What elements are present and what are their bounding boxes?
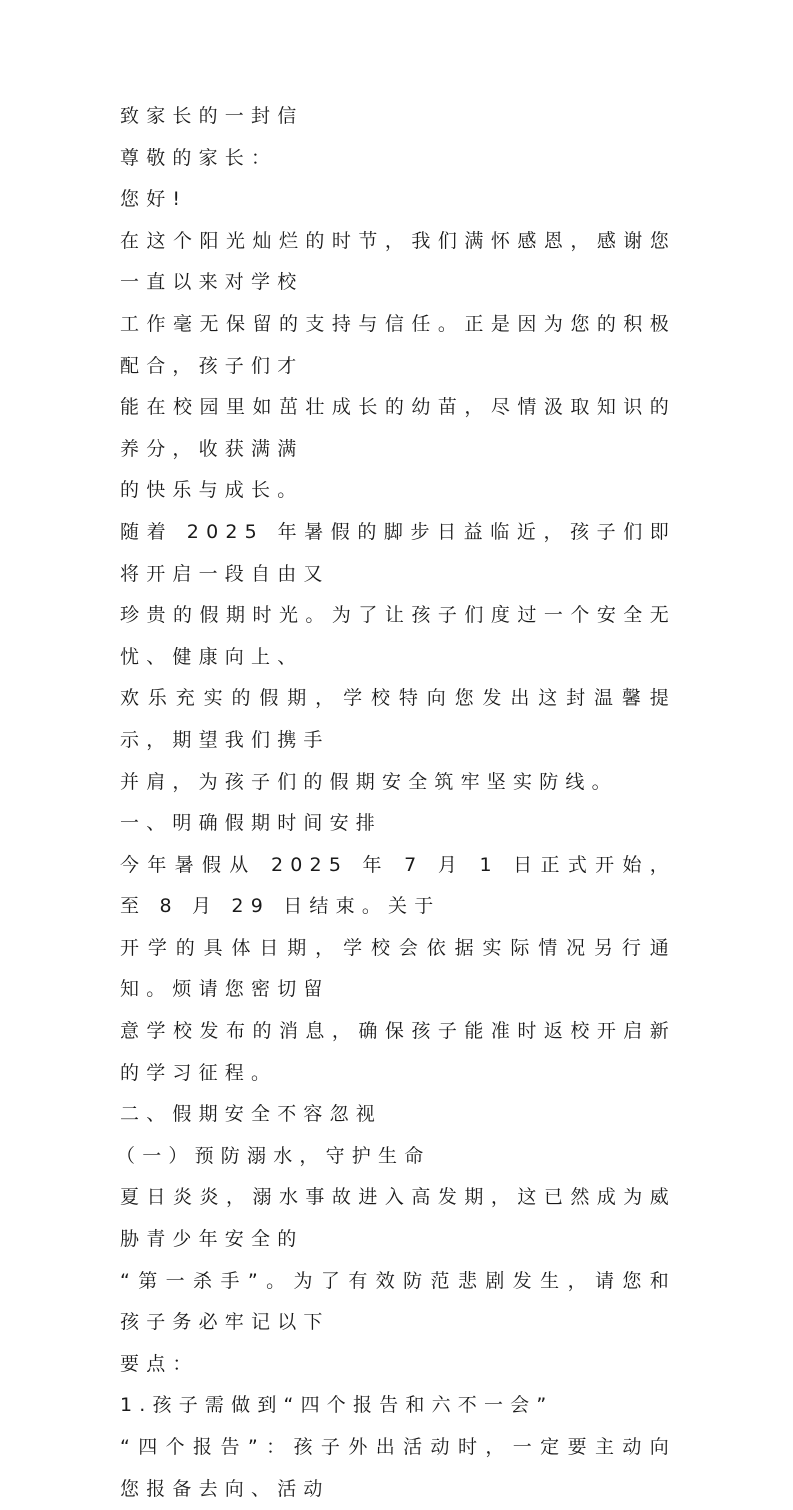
paragraph-line: 开学的具体日期，学校会依据实际情况另行通知。烦请您密切留 bbox=[120, 936, 676, 1001]
list-item-heading: 1.孩子需做到“四个报告和六不一会” bbox=[120, 1394, 554, 1417]
paragraph-line: 珍贵的假期时光。为了让孩子们度过一个安全无忧、健康向上、 bbox=[120, 604, 676, 668]
paragraph-line: 工作毫无保留的支持与信任。正是因为您的积极配合，孩子们才 bbox=[120, 312, 676, 377]
paragraph-line: 能在校园里如茁壮成长的幼苗，尽情汲取知识的养分，收获满满 bbox=[120, 396, 676, 460]
paragraph-line: 欢乐充实的假期，学校特向您发出这封温馨提示，期望我们携手 bbox=[120, 687, 676, 751]
paragraph-line: 今年暑假从 2025 年 7 月 1 日正式开始，至 8 月 29 日结束。关于 bbox=[120, 853, 676, 918]
paragraph-schedule bbox=[120, 845, 676, 1095]
paragraph-drowning bbox=[120, 1177, 676, 1385]
paragraph-line: “四个报告”：孩子外出活动时，一定要主动向您报备去向、活动 bbox=[120, 1436, 676, 1500]
paragraph-line: 意学校发布的消息，确保孩子能准时返校开启新的学习征程。 bbox=[120, 1020, 676, 1084]
salutation: 尊敬的家长： bbox=[120, 146, 278, 169]
paragraph-line: 在这个阳光灿烂的时节，我们满怀感恩，感谢您一直以来对学校 bbox=[120, 229, 676, 294]
paragraph-four-reports bbox=[120, 1427, 676, 1510]
paragraph-line: 要点： bbox=[120, 1352, 199, 1375]
paragraph-gratitude bbox=[120, 221, 676, 512]
section-heading-safety: 二、假期安全不容忽视 bbox=[120, 1103, 383, 1126]
paragraph-line: “第一杀手”。为了有效防范悲剧发生，请您和孩子务必牢记以下 bbox=[120, 1269, 676, 1334]
paragraph-line: 的快乐与成长。 bbox=[120, 479, 304, 502]
paragraph-vacation-intro bbox=[120, 512, 676, 803]
subsection-heading-drowning: （一）预防溺水，守护生命 bbox=[116, 1144, 431, 1167]
section-heading-schedule: 一、明确假期时间安排 bbox=[120, 812, 383, 835]
letter-body bbox=[116, 96, 676, 1510]
letter-title: 致家长的一封信 bbox=[120, 105, 304, 127]
paragraph-line: 夏日炎炎，溺水事故进入高发期，这已然成为威胁青少年安全的 bbox=[120, 1186, 676, 1251]
paragraph-line: 并肩，为孩子们的假期安全筑牢坚实防线。 bbox=[120, 770, 618, 793]
paragraph-line: 随着 2025 年暑假的脚步日益临近，孩子们即将开启一段自由又 bbox=[120, 520, 676, 585]
greeting: 您好! bbox=[120, 188, 188, 211]
